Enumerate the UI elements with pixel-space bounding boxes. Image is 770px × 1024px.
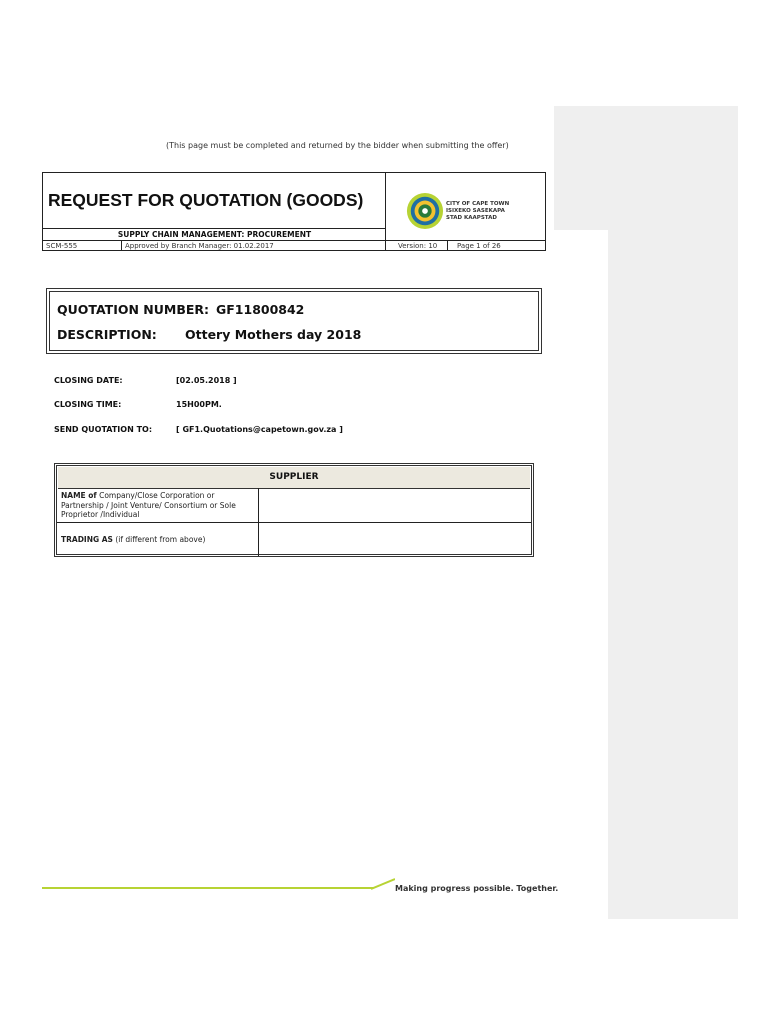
- supplier-header: [58, 467, 530, 489]
- description-value: Ottery Mothers day 2018: [185, 327, 362, 342]
- doc-code: SCM-555: [46, 242, 78, 250]
- closing-time-label: CLOSING TIME:: [54, 400, 122, 409]
- trading-as-label: TRADING AS (if different from above): [61, 535, 206, 544]
- document-subtitle: SUPPLY CHAIN MANAGEMENT: PROCUREMENT: [117, 230, 312, 239]
- description-label: DESCRIPTION:: [57, 327, 157, 342]
- send-quotation-label: SEND QUOTATION TO:: [54, 425, 153, 434]
- supplier-title: SUPPLIER: [269, 472, 319, 482]
- send-quotation-email: [ GF1.Quotations@capetown.gov.za ]: [176, 425, 343, 434]
- quotation-box: [46, 288, 542, 354]
- closing-date-label: CLOSING DATE:: [54, 376, 123, 385]
- approval-text: Approved by Branch Manager: 01.02.2017: [125, 242, 274, 250]
- footer-divider: [42, 887, 373, 889]
- footer-tagline: Making progress possible. Together.: [395, 884, 559, 893]
- page-number: Page 1 of 26: [457, 242, 501, 250]
- closing-time-value: 15H00PM.: [176, 400, 222, 409]
- document-title: REQUEST FOR QUOTATION (GOODS): [48, 190, 364, 210]
- quotation-number-label: QUOTATION NUMBER:: [57, 302, 210, 317]
- city-logo-text: CITY OF CAPE TOWN ISIXEKO SASEKAPA STAD KAAPSTAD: [446, 201, 510, 221]
- quotation-number-value: GF11800842: [216, 302, 305, 317]
- city-logo-icon: [406, 192, 444, 230]
- supplier-name-label: NAME of Company/Close Corporation or Partnership / Joint Venture/ Consortium or Sole Proprietor /Individual: [61, 491, 236, 519]
- closing-date-value: [02.05.2018 ]: [176, 376, 237, 385]
- comment-panel-lower: [608, 230, 738, 919]
- supplier-table: [54, 463, 534, 557]
- footer-accent-icon: [371, 878, 395, 890]
- trading-as-input[interactable]: [260, 524, 530, 555]
- instruction-text: (This page must be completed and returned by the bidder when submitting the offer): [166, 141, 509, 150]
- version-text: Version: 10: [398, 242, 438, 250]
- supplier-name-input[interactable]: [260, 489, 530, 521]
- comment-panel: [554, 106, 738, 230]
